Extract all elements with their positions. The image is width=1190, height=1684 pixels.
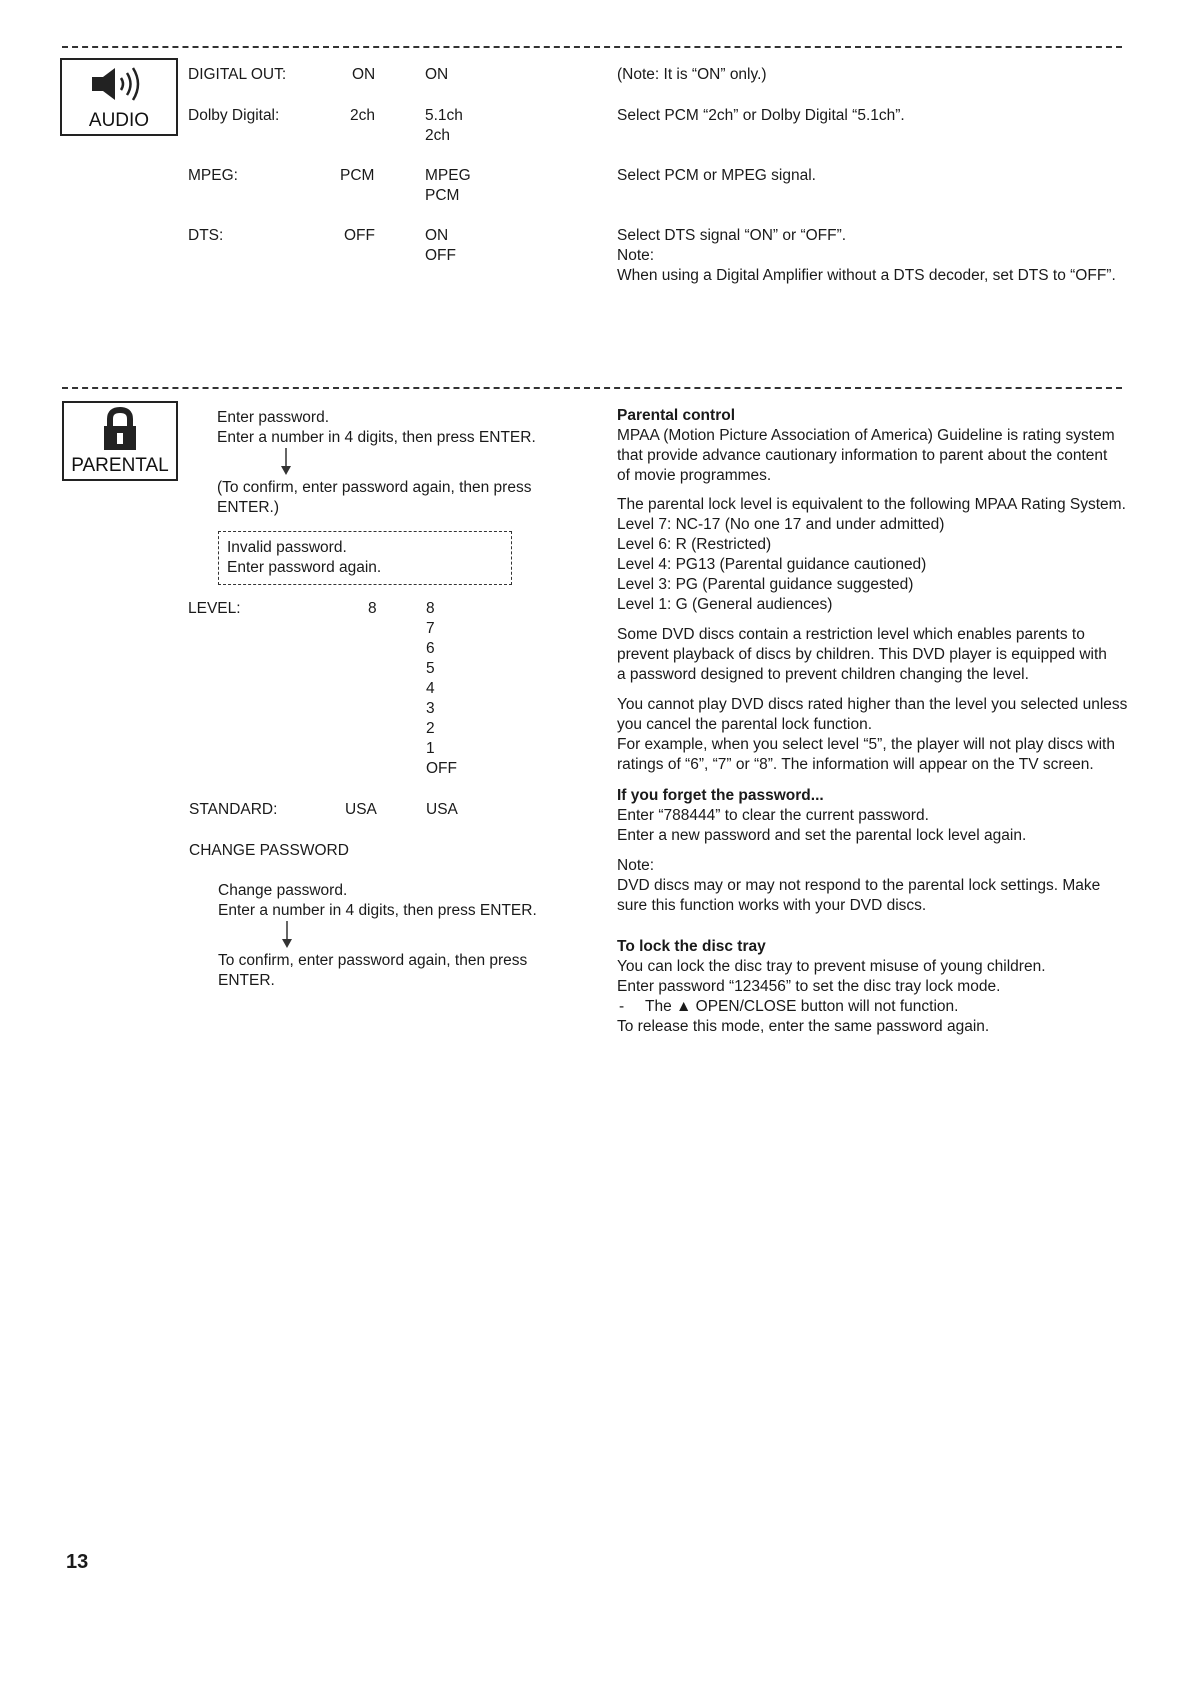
level-label: LEVEL: [188, 600, 241, 617]
text-line: Enter “788444” to clear the current password. [617, 807, 929, 824]
audio-desc-dts [617, 226, 1116, 286]
level-default: 8 [368, 600, 377, 617]
audio-label-digital-out: DIGITAL OUT: [188, 66, 287, 83]
arrow-down-icon [279, 448, 293, 476]
parental-icon-label: PARENTAL [71, 455, 169, 476]
standard-option: USA [426, 801, 458, 818]
enter-line-2: Enter a number in 4 digits, then press ENTER. [217, 429, 536, 446]
audio-options-digital-out [425, 65, 448, 85]
level-option: 4 [426, 680, 435, 697]
level-option: 6 [426, 640, 435, 657]
enter-line-1: Enter password. [217, 409, 329, 426]
bullet-dash: - [619, 998, 625, 1015]
desc-line: Select PCM or MPEG signal. [617, 167, 816, 184]
change-password-block [218, 881, 537, 921]
desc-line: When using a Digital Amplifier without a DTS decoder, set DTS to “OFF”. [617, 267, 1116, 284]
text-line: Level 1: G (General audiences) [617, 596, 833, 613]
audio-default-dolby-digital: 2ch [350, 107, 375, 124]
text-line: Level 7: NC-17 (No one 17 and under admitted) [617, 516, 945, 533]
audio-desc-digital-out [617, 65, 767, 85]
desc-line: (Note: It is “ON” only.) [617, 66, 767, 83]
text-line: Level 6: R (Restricted) [617, 536, 772, 553]
disc-tray-heading: To lock the disc tray [617, 938, 766, 955]
option-item: ON [425, 227, 449, 244]
level-option: 2 [426, 720, 435, 737]
text-line: a password designed to prevent children changing the level. [617, 666, 1029, 683]
confirm-line-2: ENTER.) [217, 499, 279, 516]
change-password-title: CHANGE PASSWORD [189, 842, 349, 859]
audio-default-digital-out: ON [352, 66, 376, 83]
level-option: 8 [426, 600, 435, 617]
level-options [426, 599, 457, 779]
confirm-password-block [217, 478, 531, 518]
text-line: you cancel the parental lock function. [617, 716, 873, 733]
text-line: of movie programmes. [617, 467, 772, 484]
audio-desc-dolby-digital [617, 106, 905, 126]
text-line: MPAA (Motion Picture Association of America) Guideline is rating system [617, 427, 1115, 444]
text-line: ratings of “6”, “7” or “8”. The information will appear on the TV screen. [617, 756, 1094, 773]
text-line: Level 4: PG13 (Parental guidance cautioned) [617, 556, 927, 573]
invalid-line-1: Invalid password. [227, 539, 347, 556]
parental-icon-box [62, 401, 178, 481]
enter-password-block [217, 408, 536, 448]
audio-label-dolby-digital: Dolby Digital: [188, 107, 280, 124]
text-line: Level 3: PG (Parental guidance suggested) [617, 576, 914, 593]
forget-password-heading: If you forget the password... [617, 787, 824, 804]
audio-options-mpeg [425, 166, 471, 206]
level-option: OFF [426, 760, 457, 777]
text-line: Enter password “123456” to set the disc tray lock mode. [617, 978, 1001, 995]
level-option: 3 [426, 700, 435, 717]
option-item: MPEG [425, 167, 471, 184]
rating-levels-paragraph [617, 495, 1126, 615]
audio-label-dts: DTS: [188, 227, 224, 244]
audio-default-mpeg: PCM [340, 167, 375, 184]
section-divider-parental [62, 387, 1122, 389]
mpaa-paragraph [617, 426, 1115, 486]
change-line-1: Change password. [218, 882, 348, 899]
change-confirm-block [218, 951, 527, 991]
text-line: DVD discs may or may not respond to the parental lock settings. Make [617, 877, 1101, 894]
text-line: For example, when you select level “5”, the player will not play discs with [617, 736, 1115, 753]
disc-tray-release: To release this mode, enter the same password again. [617, 1018, 990, 1035]
text-line: that provide advance cautionary information to parent about the content [617, 447, 1108, 464]
audio-label-mpeg: MPEG: [188, 167, 238, 184]
level-option: 5 [426, 660, 435, 677]
invalid-password-text [227, 538, 381, 578]
invalid-line-2: Enter password again. [227, 559, 382, 576]
text-line: prevent playback of discs by children. This DVD player is equipped with [617, 646, 1107, 663]
page-number: 13 [66, 1551, 89, 1573]
desc-line: Select PCM “2ch” or Dolby Digital “5.1ch”. [617, 107, 905, 124]
standard-default: USA [345, 801, 377, 818]
audio-icon-box [60, 58, 178, 136]
text-line: You can lock the disc tray to prevent misuse of young children. [617, 958, 1046, 975]
section-divider-audio [62, 46, 1122, 48]
confirm-line-1: (To confirm, enter password again, then press [217, 479, 532, 496]
text-line: Some DVD discs contain a restriction level which enables parents to [617, 626, 1085, 643]
disc-tray-bullet: The ▲ OPEN/CLOSE button will not function. [645, 998, 959, 1015]
audio-desc-mpeg [617, 166, 816, 186]
audio-options-dts [425, 226, 456, 266]
disc-tray-paragraph [617, 957, 1046, 997]
forget-password-paragraph [617, 806, 1026, 846]
padlock-icon [100, 407, 140, 453]
cannot-play-paragraph [617, 695, 1127, 775]
change-confirm-line-1: To confirm, enter password again, then press [218, 952, 528, 969]
audio-options-dolby-digital [425, 106, 463, 146]
restriction-paragraph [617, 625, 1107, 685]
desc-line: Note: [617, 247, 655, 264]
arrow-down-icon [280, 921, 294, 949]
text-line: The parental lock level is equivalent to the following MPAA Rating System. [617, 496, 1126, 513]
option-item: OFF [425, 247, 456, 264]
text-line: sure this function works with your DVD discs. [617, 897, 927, 914]
text-line: Enter a new password and set the parental lock level again. [617, 827, 1027, 844]
level-option: 1 [426, 740, 435, 757]
text-line: Note: [617, 857, 655, 874]
standard-label: STANDARD: [189, 801, 278, 818]
change-line-2: Enter a number in 4 digits, then press ENTER. [218, 902, 537, 919]
text-line: You cannot play DVD discs rated higher than the level you selected unless [617, 696, 1128, 713]
desc-line: Select DTS signal “ON” or “OFF”. [617, 227, 847, 244]
parental-control-heading: Parental control [617, 407, 735, 424]
option-item: ON [425, 66, 449, 83]
option-item: 5.1ch [425, 107, 463, 124]
audio-default-dts: OFF [344, 227, 375, 244]
level-option: 7 [426, 620, 435, 637]
change-confirm-line-2: ENTER. [218, 972, 275, 989]
option-item: PCM [425, 187, 460, 204]
option-item: 2ch [425, 127, 450, 144]
note-paragraph [617, 856, 1100, 916]
speaker-icon [86, 64, 152, 104]
audio-icon-label: AUDIO [88, 110, 150, 131]
